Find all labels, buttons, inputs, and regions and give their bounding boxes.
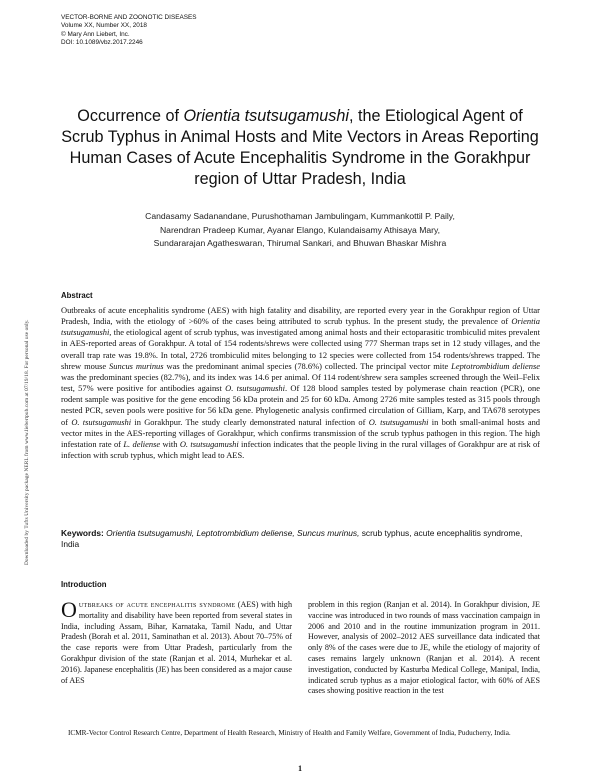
keywords-rest: scrub typhus, acute encephalitis syndrome, India	[61, 528, 523, 550]
keywords-italic: Orientia tsutsugamushi, Leptotrombidium deliense, Suncus murinus,	[106, 528, 360, 538]
introduction-column-right: problem in this region (Ranjan et al. 2014). In Gorakhpur division, JE vaccine was introduced in two rounds of mass vaccination campaign in 2006 and 2010 and in the routine immunization program in 2011. However, analysis of 2002–2012 AES surveillance data indicated that only 8% of the cases were due to JE, while the etiology of majority of cases remains largely unknown (Ranjan et al. 2014). A recent investigation, conducted by Kasturba Medical College, Manipal, India, indicated scrub typhus as a major etiological factor, with 60% of AES cases showing positive reaction in the test	[308, 600, 540, 696]
introduction-heading: Introduction	[61, 580, 107, 589]
page-number: 1	[297, 764, 303, 773]
author-line: Sundararajan Agatheswaran, Thirumal Sankari, and Bhuwan Bhaskar Mishra	[153, 238, 447, 249]
journal-volume: Volume XX, Number XX, 2018	[61, 22, 147, 30]
drop-cap: O	[61, 597, 77, 622]
download-watermark	[19, 265, 29, 565]
author-line: Candasamy Sadanandane, Purushothaman Jambulingam, Kummankottil P. Paily,	[145, 211, 455, 221]
abstract-heading: Abstract	[61, 291, 93, 300]
small-caps-lead: utbreaks of acute encephalitis syndrome	[78, 600, 236, 609]
author-list	[80, 210, 520, 251]
affiliation-footnote: ICMR-Vector Control Research Centre, Department of Health Research, Ministry of Health and Family Welfare, Government of India, Puducherry, India.	[68, 729, 511, 737]
keywords-label: Keywords:	[61, 528, 104, 538]
doi-link[interactable]: DOI: 10.1089/vbz.2017.2246	[61, 39, 143, 47]
author-line: Narendran Pradeep Kumar, Ayanar Elango, Kulandaisamy Athisaya Mary,	[159, 224, 441, 235]
introduction-column-left	[61, 597, 292, 686]
article-title: Occurrence of Orientia tsutsugamushi, the Etiological Agent of Scrub Typhus in Animal Hosts and Mite Vectors in Areas Reporting Human Cases of Acute Encephalitis Syndrome in the Gorakhpur region of Uttar Pradesh, India	[61, 107, 539, 188]
journal-header	[61, 14, 321, 48]
intro-text-left: (AES) with high mortality and disability have been reported from several states in India, including Assam, Bihar, Karnataka, Tamil Nadu, and Uttar Pradesh (Borah et al. 2011, Saminathan et al. 2013). About 70–75% of the case reports were from Uttar Pradesh, particularly from the Gorakhpur division of the state (Ranjan et al. 2014, Murhekar et al. 2016). Japanese encephalitis (JE) has been considered as a major cause of AES	[61, 600, 292, 685]
abstract-body: Outbreaks of acute encephalitis syndrome (AES) with high fatality and disability, are reported every year in the Gorakhpur region of Uttar Pradesh, India, with the etiology of >60% of the cases being attributed to scrub typhus. In the present study, the prevalence of Orientia tsutsugamushi, the etiological agent of scrub typhus, was investigated among animal hosts and their ectoparasitic trombiculid mites prevalent in AES-reported areas of Gorakhpur. A total of 154 rodents/shrews were collected using 777 Sherman traps set in 12 study villages, and the overall trap rate was 19.8%. In total, 2726 trombiculid mites belonging to 12 species were collected from 154 rodents/shrews trapped. The shrew mouse Suncus murinus was the predominant animal species (78.6%) collected. The principal vector mite Leptotrombidium deliense was the predominant species (82.7%), and its index was 14.6 per animal. Of 114 rodent/shrew sera samples screened through the Weil–Felix test, 57% were positive for antibodies against O. tsutsugamushi. Of 128 blood samples tested by polymerase chain reaction (PCR), one rodent sample was positive for the gene encoding 56 kDa protein and 25 for 60 kDa. Among 2726 mite samples tested as 315 pools through nested PCR, seven pools were positive for 56 kDa gene. Phylogenetic analysis confirmed circulation of Gilliam, Karp, and TA678 serotypes of O. tsutsugamushi in Gorakhpur. The study clearly demonstrated natural infection of O. tsutsugamushi in both small-animal hosts and vector mites in the AES-reporting villages of Gorakhpur, which confirms transmission of the scrub typhus pathogen in this region. The high infestation rate of L. deliense with O. tsutsugamushi infection indicates that the people living in the rural villages of Gorakhpur are at risk of infection with scrub typhus, which might lead to AES.	[61, 305, 541, 461]
download-note: Downloaded by Tufts University package NERL from www.liebertpub.com at 07/19/18. For personal use only.	[24, 319, 30, 565]
copyright-line: © Mary Ann Liebert, Inc.	[61, 30, 130, 38]
title-species: Orientia tsutsugamushi	[183, 107, 350, 125]
journal-name: VECTOR-BORNE AND ZOONOTIC DISEASES	[61, 14, 197, 21]
keywords	[61, 528, 540, 551]
